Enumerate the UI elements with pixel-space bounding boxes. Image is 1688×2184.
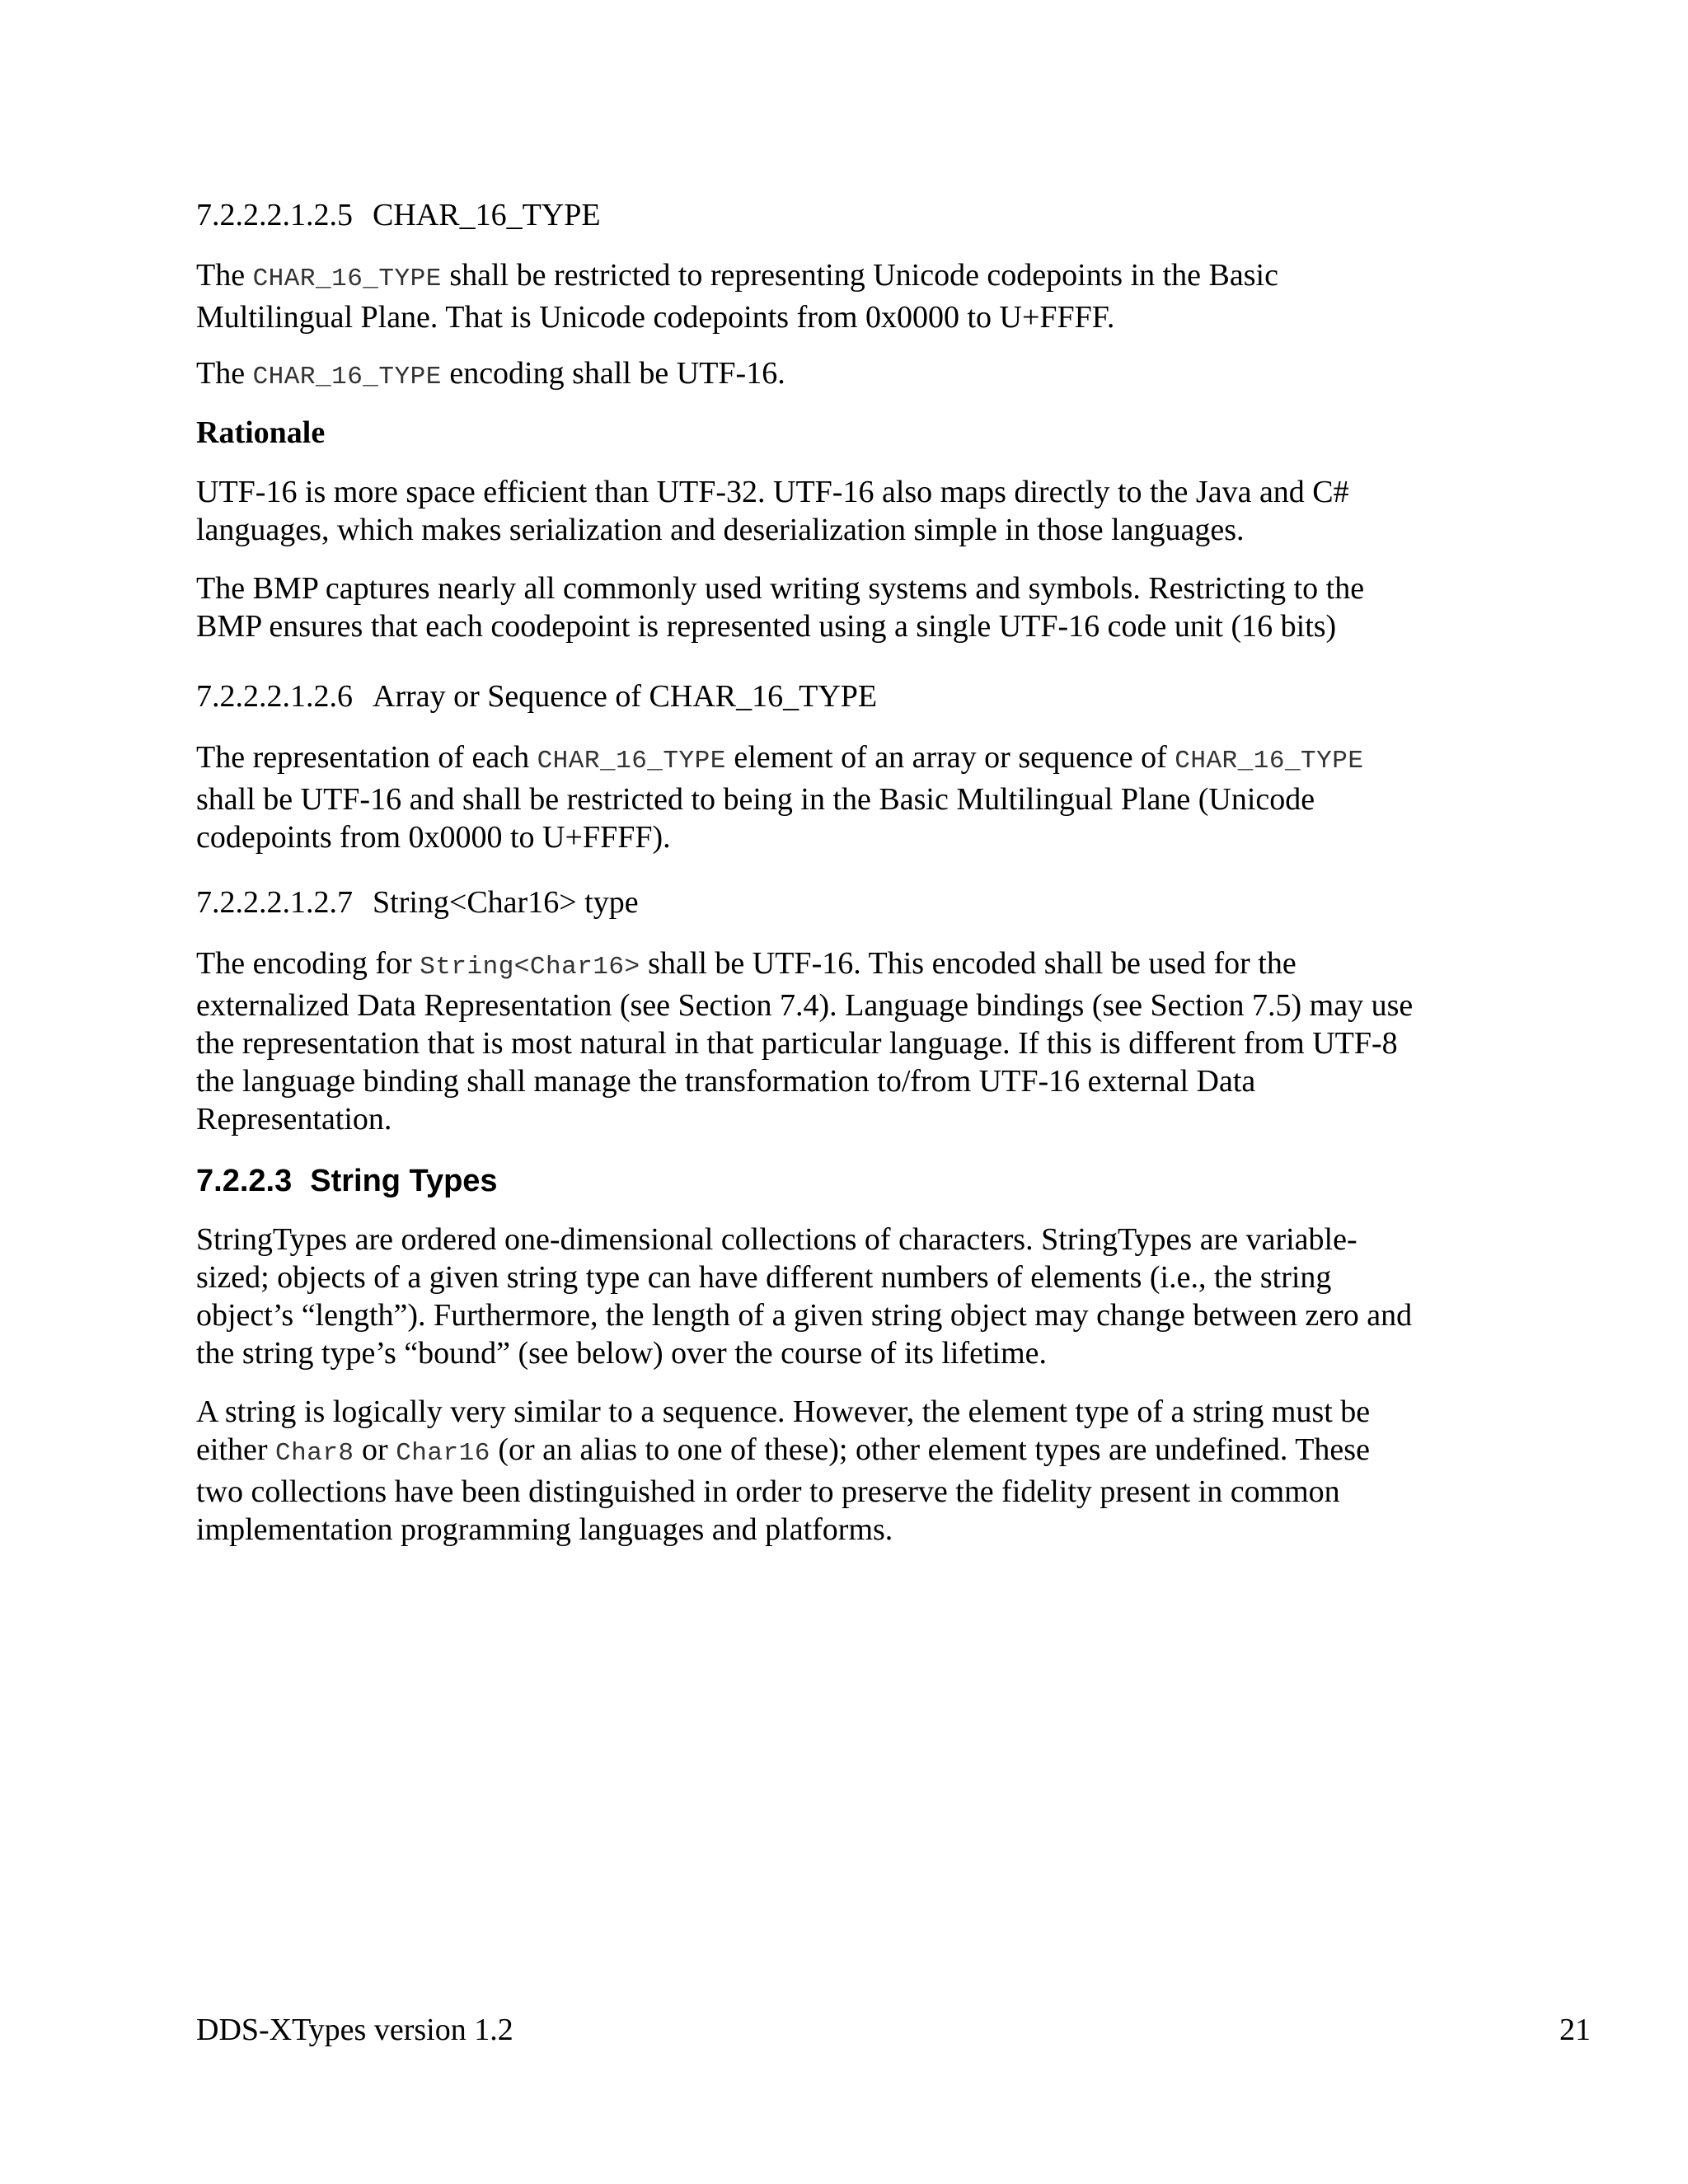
section-heading-array-sequence bbox=[196, 677, 877, 715]
section-number: 7.2.2.2.1.2.5 bbox=[196, 198, 353, 232]
code-char8: Char8 bbox=[275, 1439, 354, 1468]
code-char16-type: CHAR_16_TYPE bbox=[252, 265, 442, 293]
paragraph-rationale-utf16: UTF-16 is more space efficient than UTF-32. UTF-16 also maps directly to the Java and C# languages, which makes serialization and deserialization simple in those languages. bbox=[196, 475, 1349, 547]
section-title: String<Char16> type bbox=[373, 885, 639, 920]
code-char16: Char16 bbox=[396, 1439, 490, 1468]
paragraph-rationale-bmp: The BMP captures nearly all commonly used writing systems and symbols. Restricting to the BMP ensures that each coodepoint is represented using a single UTF-16 code unit (16 bits) bbox=[196, 571, 1365, 644]
code-string-char16: String<Char16> bbox=[420, 953, 640, 982]
rationale-label: Rationale bbox=[196, 415, 326, 450]
code-char16-type: CHAR_16_TYPE bbox=[252, 363, 442, 391]
section-number: 7.2.2.3 bbox=[196, 1164, 293, 1198]
code-char16-type: CHAR_16_TYPE bbox=[537, 747, 726, 776]
section-heading-string-char16 bbox=[196, 883, 639, 921]
section-number: 7.2.2.2.1.2.6 bbox=[196, 679, 353, 714]
paragraph-string-char16-encoding: The encoding for String<Char16> shall be UTF-16. This encoded shall be used for the externalized Data Representation (see Section 7.4). Language bindings (see Section 7.5) may use the representation that is most natural in that particular language. If this is different from UTF-8 the language binding shall manage the transformation to/from UTF-16 external Data Representation. bbox=[196, 946, 1414, 1137]
section-number: 7.2.2.2.1.2.7 bbox=[196, 885, 353, 920]
paragraph-string-vs-sequence: A string is logically very similar to a sequence. However, the element type of a string must be either Char8 or Char16 (or an alias to one of these); other element types are undefined. These two collections have been distinguished in order to preserve the fidelity present in common implementation programming languages and platforms. bbox=[196, 1394, 1371, 1547]
paragraph-array-representation: The representation of each CHAR_16_TYPE element of an array or sequence of CHAR_16_TYPE shall be UTF-16 and shall be restricted to being in the Basic Multilingual Plane (Unicode codepoints from 0x0000 to U+FFFF). bbox=[196, 740, 1364, 855]
footer-page-number: 21 bbox=[1559, 2013, 1591, 2047]
section-heading-char16-type bbox=[196, 196, 601, 234]
footer-document-title: DDS-XTypes version 1.2 bbox=[196, 2013, 513, 2047]
section-title: String Types bbox=[310, 1164, 498, 1198]
section-title: Array or Sequence of CHAR_16_TYPE bbox=[373, 679, 878, 714]
section-heading-string-types bbox=[196, 1162, 498, 1200]
paragraph-char16-restriction: The CHAR_16_TYPE shall be restricted to representing Unicode codepoints in the Basic Multilingual Plane. That is Unicode codepoints from 0x0000 to U+FFFF. bbox=[196, 258, 1278, 335]
code-char16-type: CHAR_16_TYPE bbox=[1175, 747, 1364, 776]
paragraph-string-types-intro: StringTypes are ordered one-dimensional collections of characters. StringTypes are variable- sized; objects of a given string type can have different numbers of elements (i.e., the string object’s “length”). Furthermore, the length of a given string object may change between zero and the string type’s “bound” (see below) over the course of its lifetime. bbox=[196, 1222, 1413, 1371]
paragraph-char16-encoding: The CHAR_16_TYPE encoding shall be UTF-16. bbox=[196, 356, 785, 391]
section-title: CHAR_16_TYPE bbox=[373, 198, 601, 232]
